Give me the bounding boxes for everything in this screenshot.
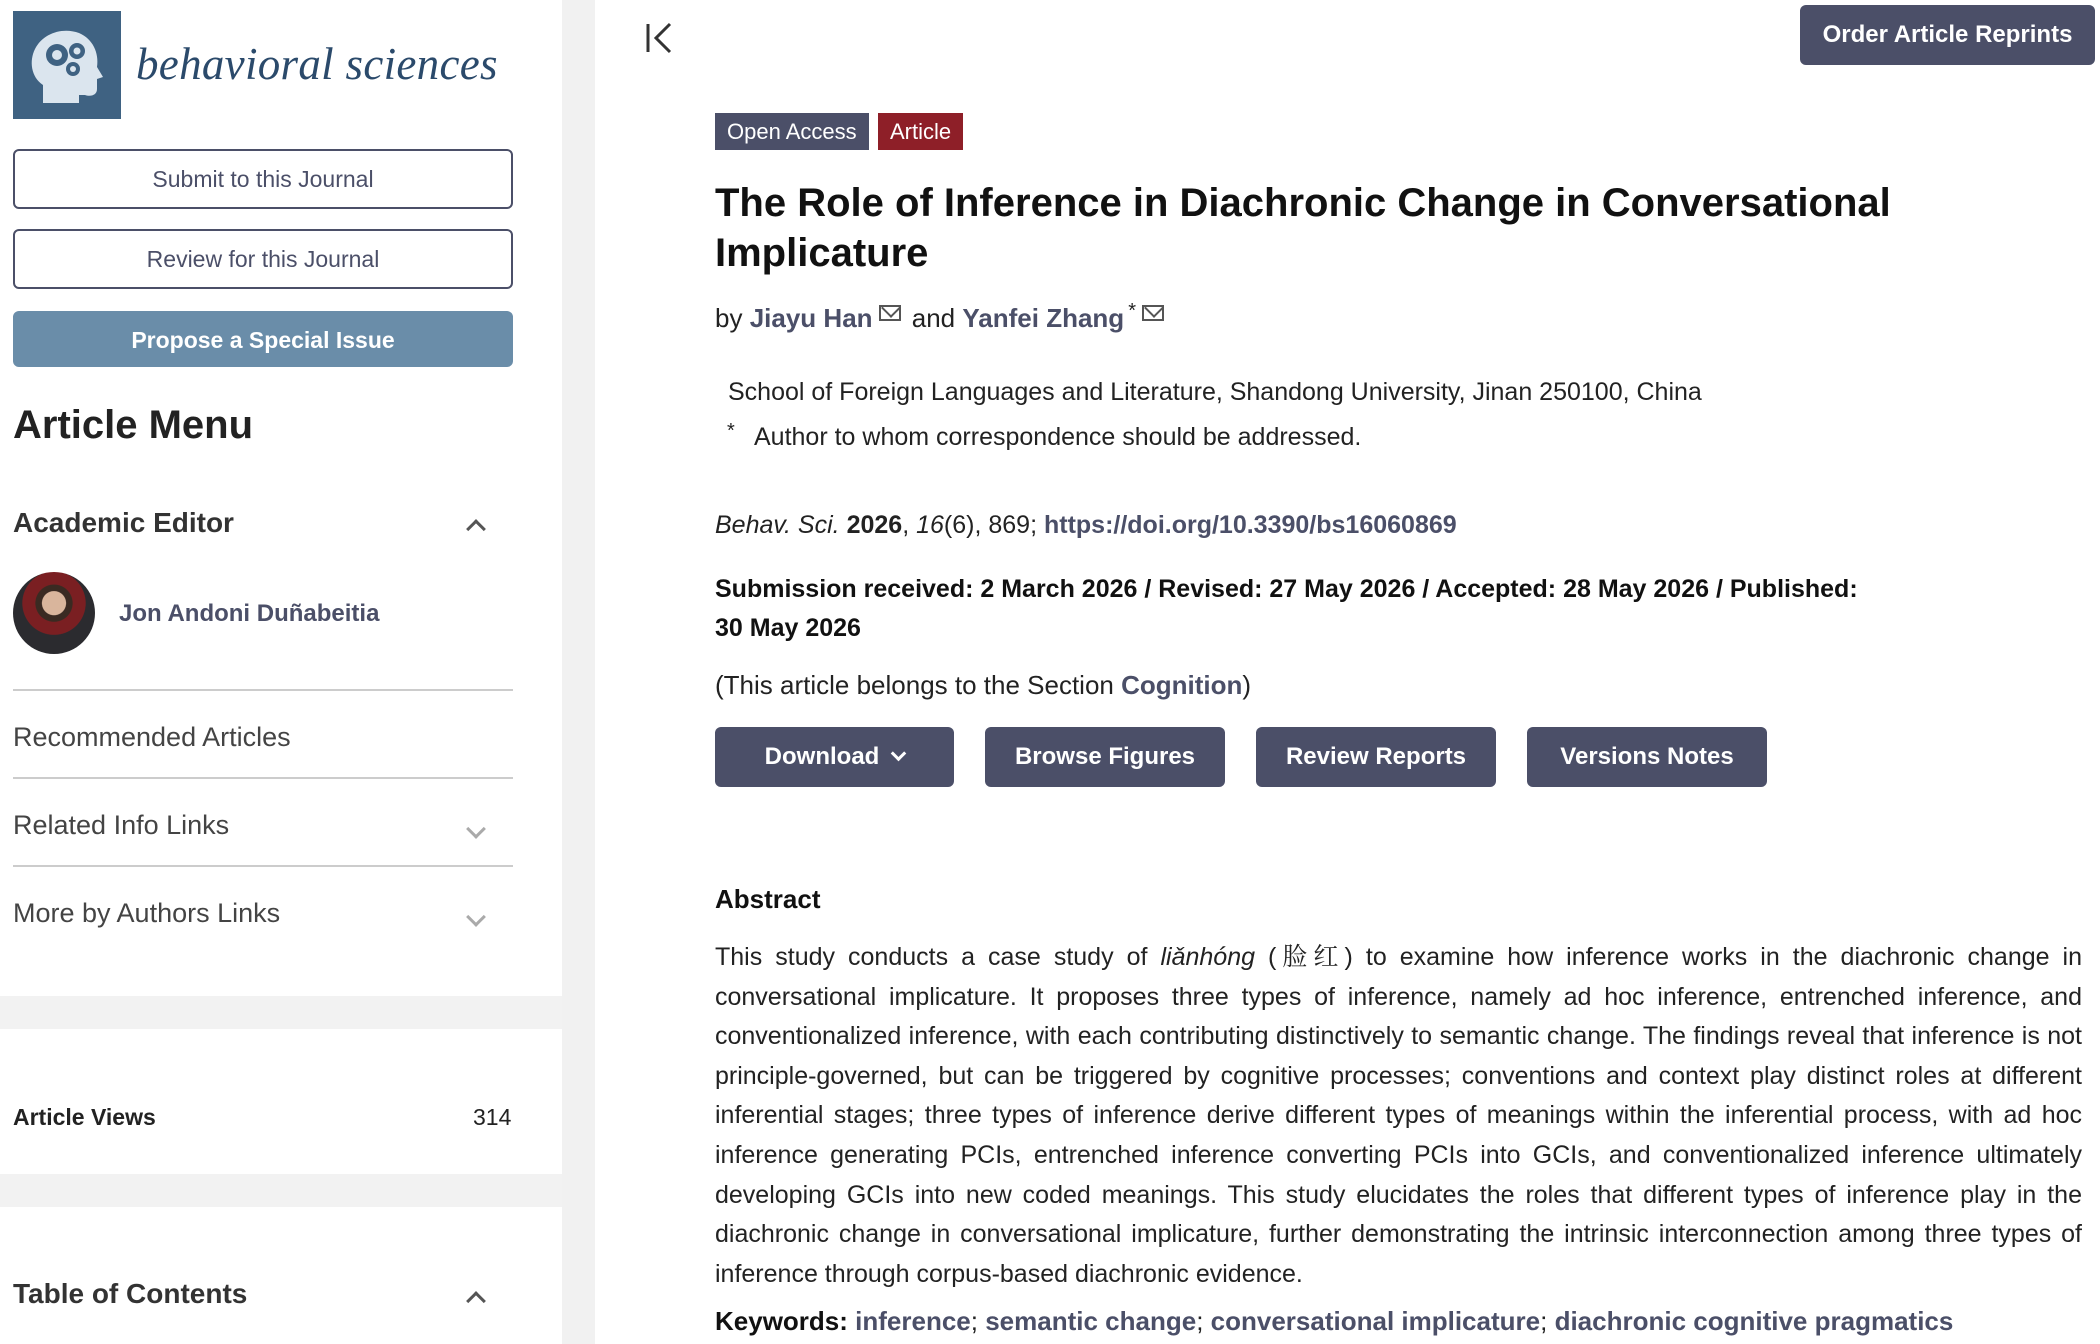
publication-dates: Submission received: 2 March 2026 / Revised: 27 May 2026 / Accepted: 28 May 2026 / Published: 30 May 2026: [715, 575, 1858, 642]
divider: [13, 689, 513, 691]
download-label: Download: [764, 743, 880, 770]
by-label: by: [715, 303, 743, 333]
versions-notes-button[interactable]: Versions Notes: [1527, 727, 1767, 787]
and-label: and: [911, 303, 956, 333]
section-prefix: (This article belongs to the Section: [715, 670, 1122, 700]
citation-issue-pages: (6), 869;: [943, 511, 1038, 539]
keywords-label: Keywords:: [715, 1306, 848, 1336]
more-by-authors-toggle[interactable]: More by Authors Links: [13, 898, 281, 928]
citation: Behav. Sci. 2026, 16(6), 869; https://doi.org/10.3390/bs16060869: [715, 511, 1457, 539]
journal-logo[interactable]: [13, 11, 121, 119]
doi-link[interactable]: https://doi.org/10.3390/bs16060869: [1043, 511, 1457, 539]
section-suffix: ): [1242, 670, 1252, 700]
correspondence-note: Author to whom correspondence should be addressed.: [754, 423, 1362, 451]
propose-special-issue-button[interactable]: Propose a Special Issue: [13, 311, 513, 367]
order-reprints-button[interactable]: Order Article Reprints: [1800, 5, 2095, 65]
open-access-badge: Open Access: [715, 113, 869, 150]
affiliation: School of Foreign Languages and Literature, Shandong University, Jinan 250100, China: [728, 378, 1702, 406]
sidebar-toc-card: [0, 1207, 562, 1344]
article-type-badge: Article: [878, 113, 963, 150]
table-of-contents-toggle[interactable]: Table of Contents: [13, 1278, 248, 1309]
author-byline: [715, 300, 1168, 334]
related-info-links-toggle[interactable]: Related Info Links: [13, 810, 230, 840]
section-note: [715, 670, 1251, 701]
article-title: The Role of Inference in Diachronic Change in Conversational Implicature: [715, 181, 1891, 275]
corresponding-marker: *: [727, 420, 735, 442]
corresponding-marker: *: [1128, 300, 1136, 322]
article-views-count: 314: [473, 1104, 512, 1130]
keyword-link[interactable]: semantic change: [985, 1306, 1197, 1336]
abstract-pre: This study conducts a case study of: [715, 943, 1161, 971]
review-journal-button[interactable]: Review for this Journal: [13, 229, 513, 289]
editor-name-link[interactable]: Jon Andoni Duñabeitia: [119, 600, 380, 627]
sidebar-views-card: [0, 1029, 562, 1174]
keywords: Keywords: inference; semantic change; conversational implicature; diachronic cognitive pragmatics: [715, 1306, 1954, 1336]
author-link[interactable]: Jiayu Han: [749, 303, 873, 333]
review-reports-button[interactable]: Review Reports: [1256, 727, 1496, 787]
citation-volume: 16: [916, 511, 944, 539]
submit-journal-button[interactable]: Submit to this Journal: [13, 149, 513, 209]
divider: [13, 777, 513, 779]
chevron-down-icon: [891, 746, 907, 762]
avatar: [13, 572, 95, 654]
browse-figures-button[interactable]: Browse Figures: [985, 727, 1225, 787]
abstract-text: [715, 938, 2082, 1294]
keyword-link[interactable]: conversational implicature: [1210, 1306, 1541, 1336]
section-link[interactable]: Cognition: [1121, 670, 1243, 700]
citation-journal: Behav. Sci.: [715, 511, 840, 539]
divider: [13, 865, 513, 867]
recommended-articles-link[interactable]: Recommended Articles: [13, 722, 291, 752]
abstract-title: Abstract: [715, 884, 821, 914]
keyword-link[interactable]: diachronic cognitive pragmatics: [1554, 1306, 1954, 1336]
mail-icon[interactable]: [879, 305, 901, 321]
academic-editor-toggle[interactable]: Academic Editor: [13, 507, 234, 538]
article-menu-title: Article Menu: [13, 403, 254, 447]
citation-year: 2026: [846, 511, 903, 539]
sidebar: [0, 0, 562, 1344]
mail-icon[interactable]: [1142, 305, 1164, 321]
author-link[interactable]: Yanfei Zhang: [962, 303, 1125, 333]
head-gears-icon: [13, 11, 121, 119]
abstract-post: (脸红) to examine how inference works in the diachronic change in conversational implicature. It proposes three types of inference, namely ad hoc inference, entrenched inference, and conventionalized inference, with each contributing distinctively to semantic change. The findings reveal that inference is not principle-governed, but can be triggered by cognitive processes; conventions and context play distinct roles at different inferential stages; three types of inference derive different types of meanings within the inferential process, with ad hoc inference generating PCIs, entrenched inference converting PCIs into GCIs, and conventionalized inference ultimately developing GCIs into new coded meanings. This study elucidates the roles that different types of inference play in the diachronic change in conversational implicature, further demonstrating the intrinsic interconnection among three types of inference through corpus-based diachronic evidence.: [715, 943, 2082, 1288]
journal-name[interactable]: behavioral sciences: [136, 39, 498, 89]
collapse-left-icon[interactable]: [644, 18, 684, 58]
abstract-term: liǎnhóng: [1160, 943, 1255, 971]
download-button[interactable]: [715, 727, 954, 787]
keyword-link[interactable]: inference: [855, 1306, 971, 1336]
article-views-label: Article Views: [13, 1104, 156, 1130]
